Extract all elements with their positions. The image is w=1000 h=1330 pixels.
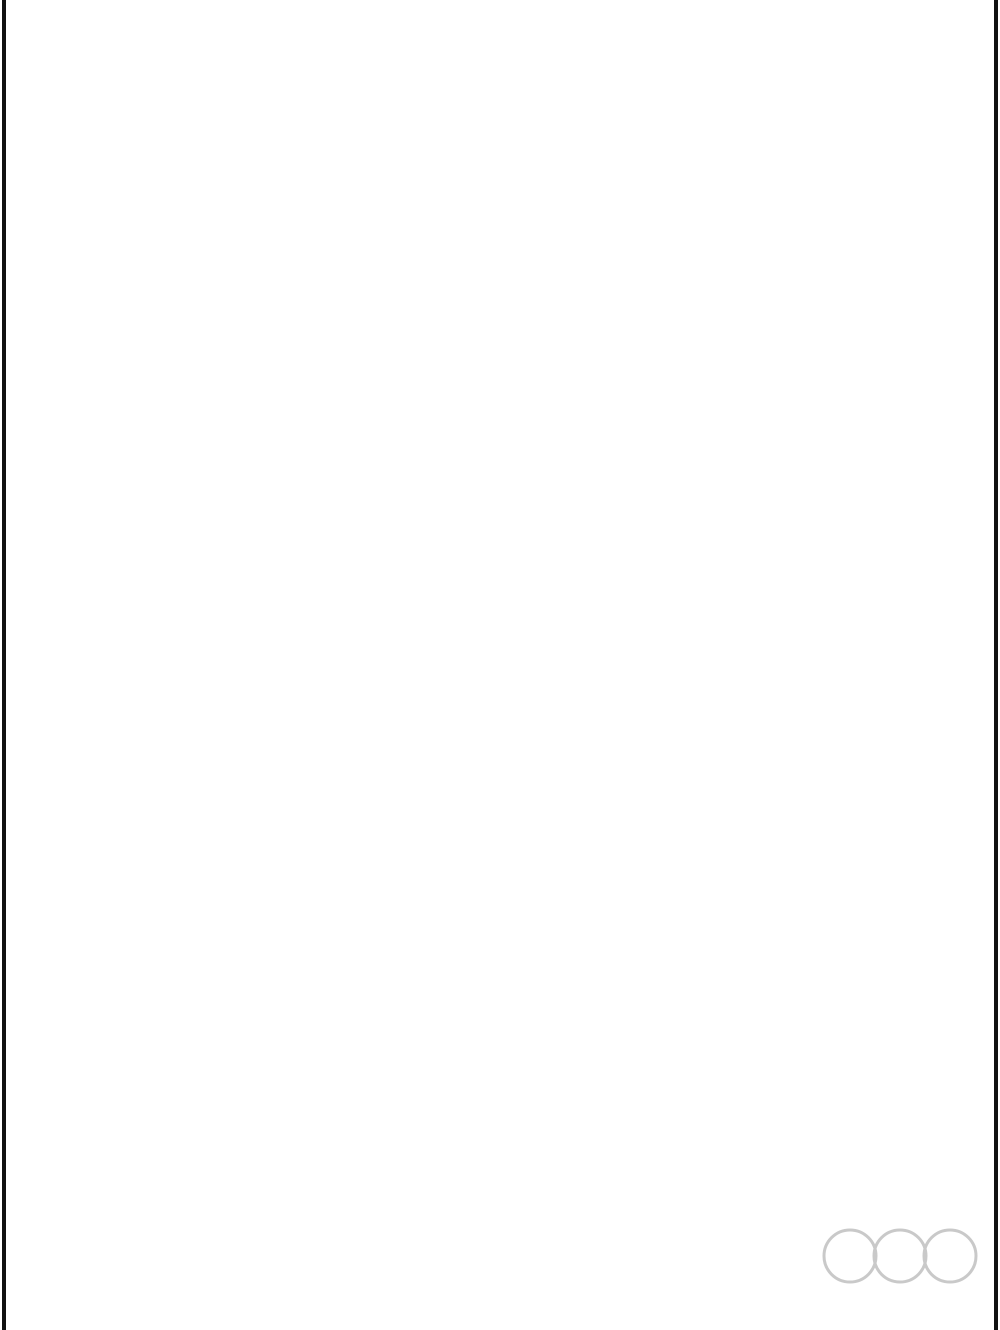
watermark-icon (824, 1230, 976, 1282)
page-right-border (994, 0, 998, 1330)
page-left-border (2, 0, 6, 1330)
watermark-logo (800, 1218, 990, 1328)
